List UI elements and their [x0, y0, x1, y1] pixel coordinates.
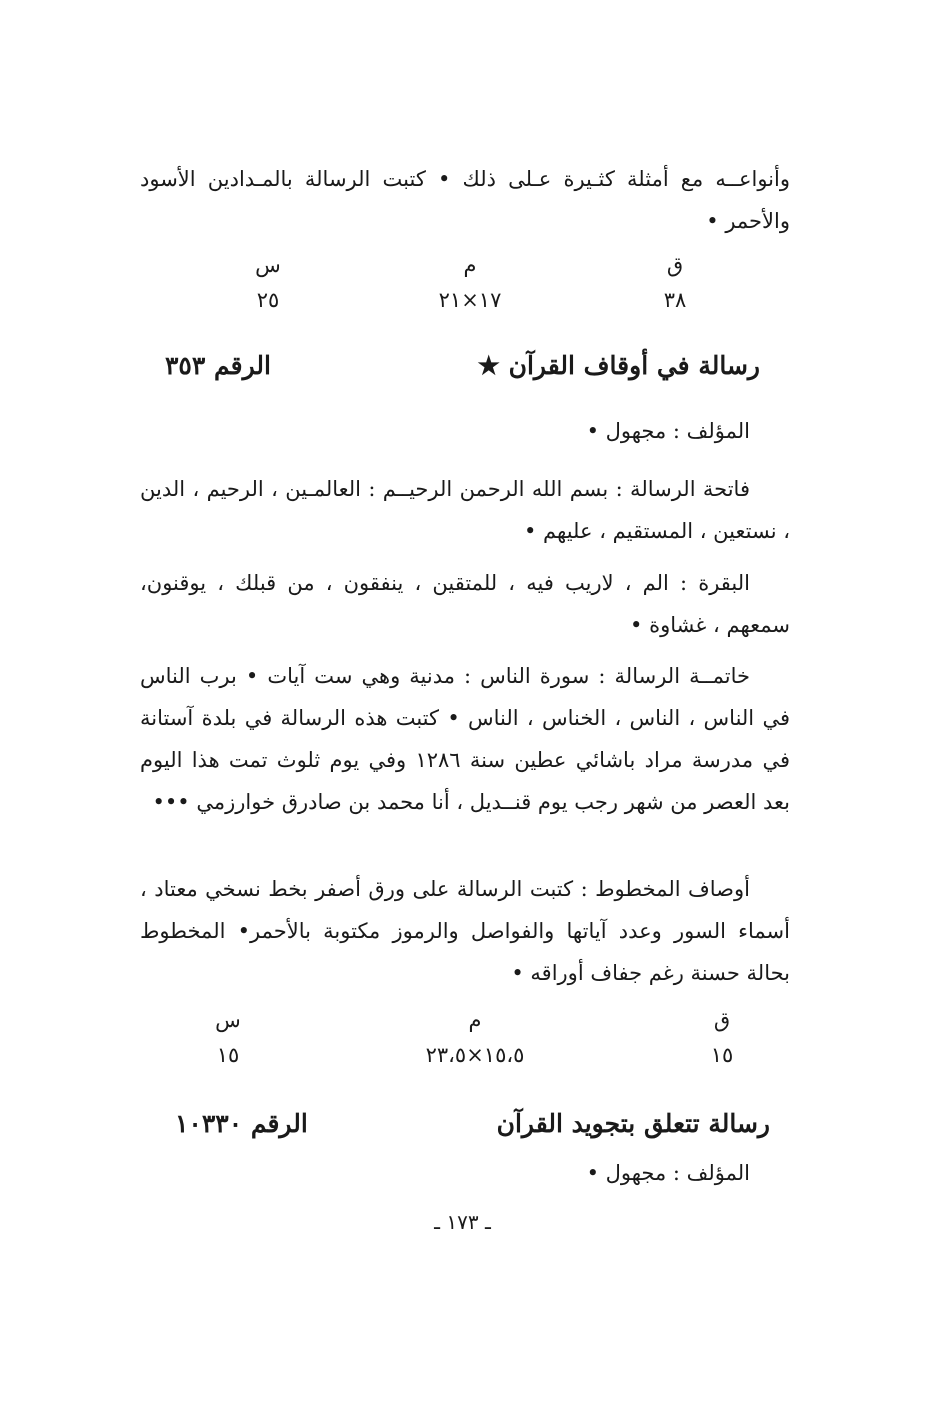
continuation-paragraph: وأنواعــه مع أمثلة كثـيرة عـلى ذلك • كتبت الرسالة بالمـدادين الأسود والأحمر •	[140, 167, 790, 233]
label-s: س	[255, 253, 281, 277]
section-title: رسالة في أوقاف القرآن ★	[477, 351, 760, 380]
value-q: ١٥	[710, 1043, 734, 1067]
label-s: س	[215, 1008, 241, 1032]
section-number: الرقم ٣٥٣	[165, 351, 271, 380]
baqara-paragraph: البقرة : الم ، لاريب فيه ، للمتقين ، ينفقون ، من قبلك ، يوقنون، سمعهم ، غشاوة •	[140, 571, 790, 637]
page-number: ـ ١٧٣ ـ	[434, 1210, 491, 1234]
description-paragraph: أوصاف المخطوط : كتبت الرسالة على ورق أصفر بخط نسخي معتاد ، أسماء السور وعدد آياتها والفواصل والرموز مكتوبة بالأحمر• المخطوط بحالة حسنة رغم جفاف أوراقه •	[140, 877, 790, 985]
value-q: ٣٨	[663, 288, 687, 312]
label-m: م	[463, 253, 477, 277]
label-m: م	[468, 1008, 482, 1032]
section-number: الرقم ١٠٣٣٠	[175, 1109, 308, 1138]
label-q: ق	[666, 253, 684, 277]
khatima-paragraph: خاتمــة الرسالة : سورة الناس : مدنية وهي ست آيات • برب الناس في الناس ، الناس ، الخناس ، الناس • كتبت هذه الرسالة في بلدة آستانة في مدرسة مراد باشائي عطين سنة ١٢٨٦ وفي يوم ثلوث تمت هذا اليوم بعد العصر من شهر رجب يوم قنــديل ، أنا محمد بن صادرق خوارزمي •••	[140, 664, 790, 814]
fatiha-paragraph: فاتحة الرسالة : بسم الله الرحمن الرحيــم : العالمـين ، الرحيم ، الدين ، نستعين ، المستقيم ، عليهم •	[140, 477, 790, 543]
author-line: المؤلف : مجهول •	[586, 1161, 750, 1185]
value-m: ١٧×٢١	[438, 288, 502, 312]
value-s: ١٥	[216, 1043, 240, 1067]
section-title: رسالة تتعلق بتجويد القرآن	[496, 1109, 770, 1138]
author-line: المؤلف : مجهول •	[586, 419, 750, 443]
label-q: ق	[713, 1008, 731, 1032]
value-m: ١٥،٥×٢٣،٥	[425, 1043, 525, 1067]
value-s: ٢٥	[256, 288, 280, 312]
